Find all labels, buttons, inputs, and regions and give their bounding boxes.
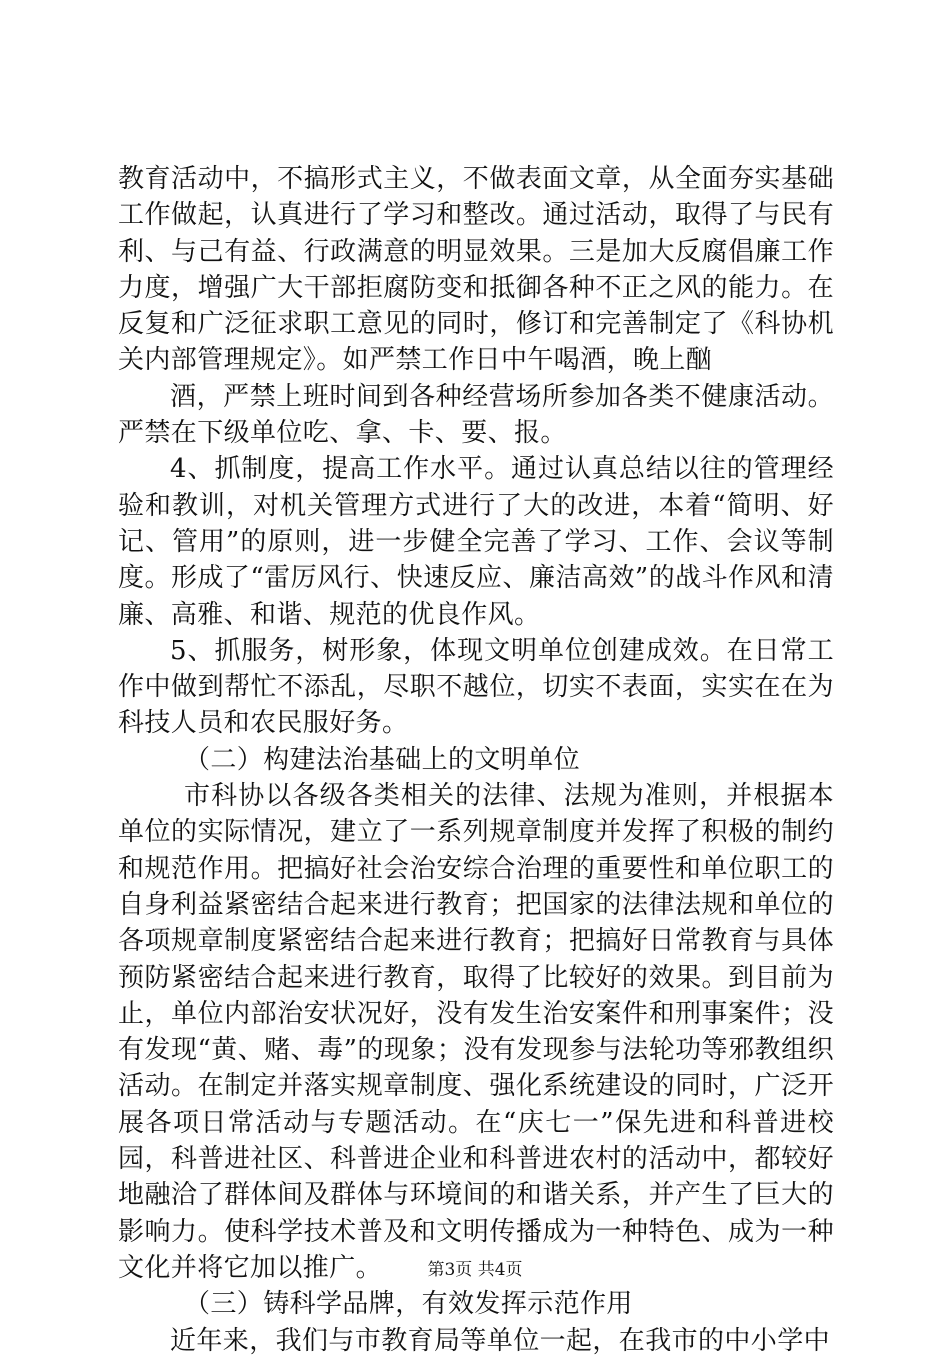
- paragraph-system-building: 4、抓制度，提高工作水平。通过认真总结以往的管理经验和教训，对机关管理方式进行了大的改进，本着“简明、好记、管用”的原则，进一步健全完善了学习、工作、会议等制度。形成了“雷厉风行、快速反应、廉洁高效”的战斗作风和清廉、高雅、和谐、规范的优良作风。: [118, 454, 834, 630]
- paragraph-rule-of-law: 市科协以各级各类相关的法律、法规为准则，并根据本单位的实际情况，建立了一系列规章制度并发挥了积极的制约和规范作用。把搞好社会治安综合治理的重要性和单位职工的自身利益紧密结合起来进行教育；把国家的法律法规和单位的各项规章制度紧密结合起来进行教育；把搞好日常教育与具体预防紧密结合起来进行教育，取得了比较好的效果。到目前为止，单位内部治安状况好，没有发生治安案件和刑事案件；没有发现“黄、赌、毒”的现象；没有发现参与法轮功等邪教组织活动。在制定并落实规章制度、强化系统建设的同时，广泛开展各项日常活动与专题活动。在“庆七一”保先进和科普进校园，科普进社区、科普进企业和科普进农村的活动中，都较好地融洽了群体间及群体与环境间的和谐关系，并产生了巨大的影响力。使科学技术普及和文明传播成为一种特色、成为一种文化并将它加以推广。: [118, 781, 834, 1283]
- page-number-footer: 第3页 共4页: [427, 1260, 523, 1280]
- paragraph-recent-years: 近年来，我们与市教育局等单位一起，在我市的中小学中: [170, 1325, 831, 1356]
- paragraph-education-activity: 教育活动中，不搞形式主义，不做表面文章，从全面夯实基础工作做起，认真进行了学习和整改。通过活动，取得了与民有利、与己有益、行政满意的明显效果。三是加大反腐倡廉工作力度，增强广大干部拒腐防变和抵御各种不正之风的能力。在反复和广泛征求职工意见的同时，修订和完善制定了《科协机关内部管理规定》。如严禁工作日中午喝酒，晚上酗: [118, 164, 834, 376]
- document-body: [118, 161, 834, 1359]
- section-heading-science-brand: （三）铸科学品牌，有效发挥示范作用: [184, 1289, 633, 1320]
- paragraph-alcohol-ban: 酒，严禁上班时间到各种经营场所参加各类不健康活动。严禁在下级单位吃、拿、卡、要、报。: [118, 381, 834, 449]
- section-heading-rule-of-law: （二）构建法治基础上的文明单位: [184, 744, 581, 775]
- paragraph-service: 5、抓服务，树形象，体现文明单位创建成效。在日常工作中做到帮忙不添乱，尽职不越位，切实不表面，实实在在为科技人员和农民服好务。: [118, 635, 834, 739]
